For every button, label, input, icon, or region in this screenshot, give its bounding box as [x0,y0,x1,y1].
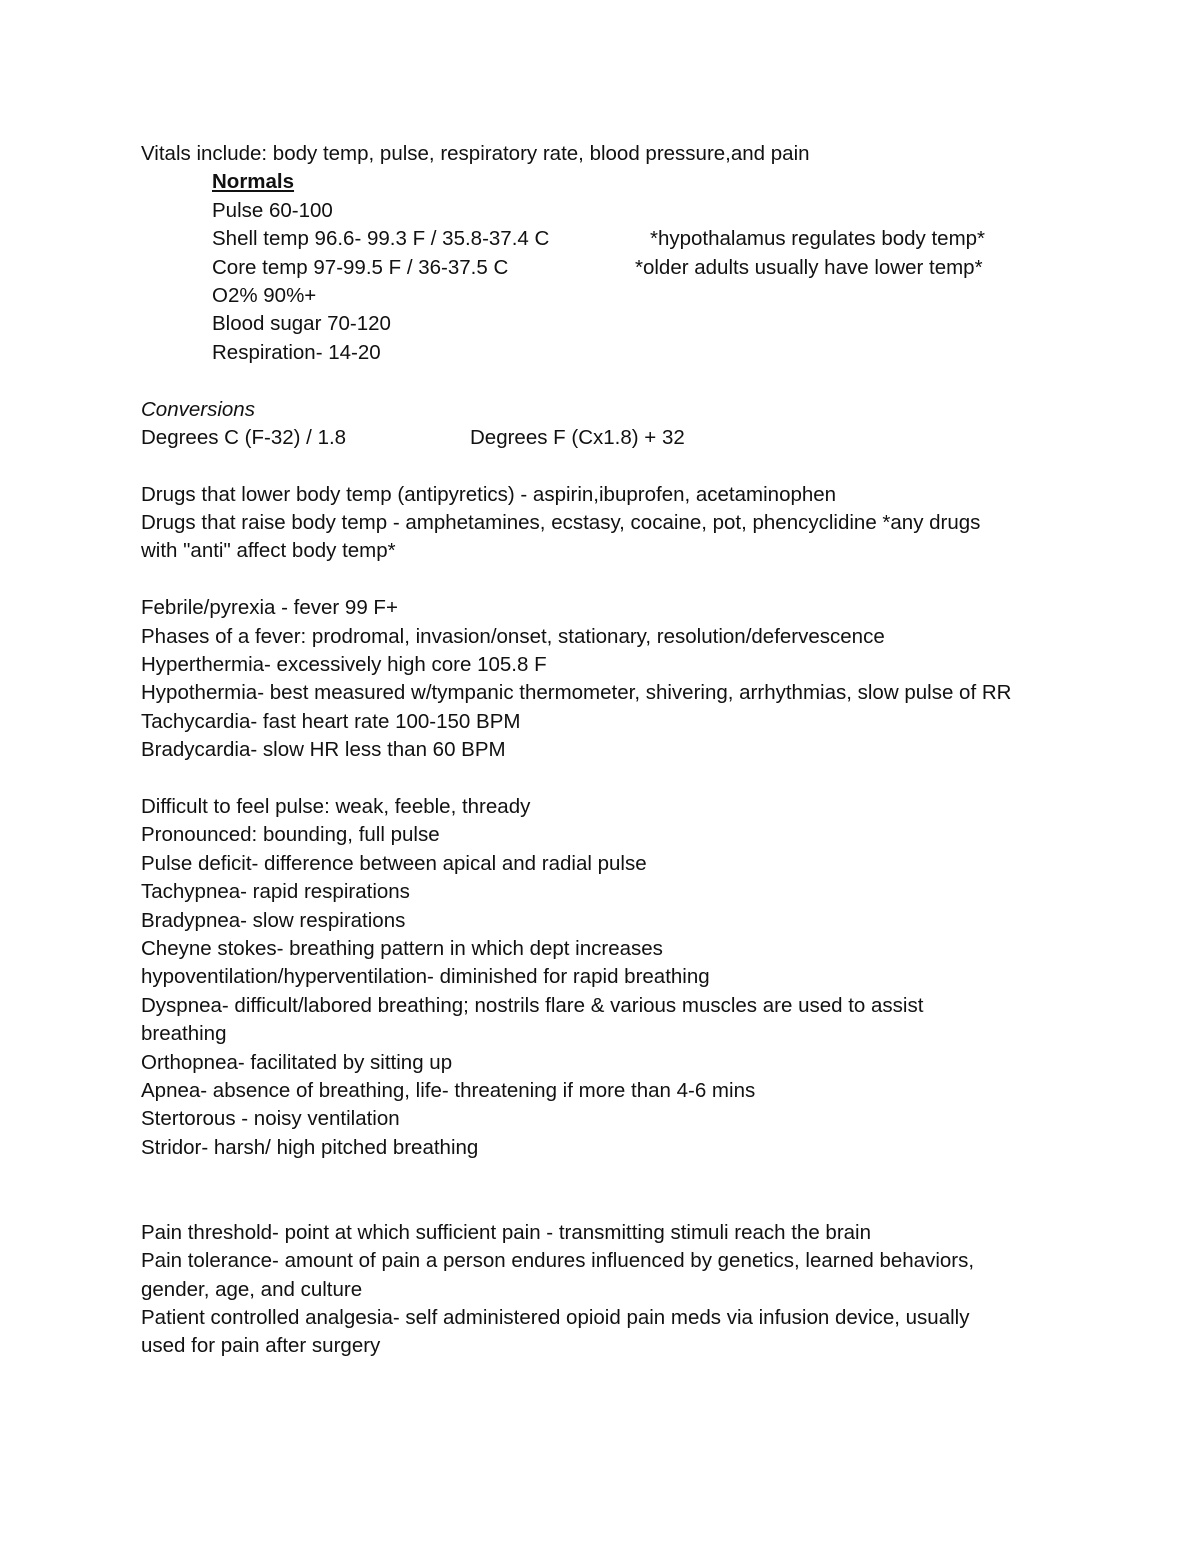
normal-core-temp: Core temp 97-99.5 F / 36-37.5 C [212,255,509,279]
conversion-to-f: Degrees F (Cx1.8) + 32 [470,425,685,449]
fever-section [141,594,1071,764]
conversion-to-c: Degrees C (F-32) / 1.8 [141,425,347,449]
list-item: Cheyne stokes- breathing pattern in which dept increases [141,936,663,960]
intro-line: Vitals include: body temp, pulse, respiratory rate, blood pressure,and pain [141,142,810,165]
list-item: Bradycardia- slow HR less than 60 BPM [141,738,506,762]
normal-shell-temp: Shell temp 96.6- 99.3 F / 35.8-37.4 C [212,227,550,251]
spacer [141,765,1071,793]
list-item: Pronounced: bounding, full pulse [141,823,440,847]
normal-blood-sugar: Blood sugar 70-120 [212,312,391,336]
conversions-heading: Conversions [141,397,255,421]
list-item: Tachycardia- fast heart rate 100-150 BPM [141,709,521,733]
spacer [141,566,1071,594]
breathing-section [141,793,1071,1162]
list-item: Febrile/pyrexia - fever 99 F+ [141,596,398,620]
normal-pulse: Pulse 60-100 [212,198,333,222]
spacer [141,452,1071,480]
pain-section [141,1219,1071,1361]
normal-core-temp-row [141,254,1071,282]
list-item: Patient controlled analgesia- self administered opioid pain meds via infusion device, usually [141,1306,970,1330]
list-item: used for pain after surgery [141,1334,381,1358]
spacer [141,367,1071,395]
list-item: Difficult to feel pulse: weak, feeble, thready [141,794,531,818]
normal-respiration: Respiration- 14-20 [212,340,381,364]
list-item: Hypothermia- best measured w/tympanic thermometer, shivering, arrhythmias, slow pulse of RR [141,681,1012,705]
list-item: hypoventilation/hyperventilation- diminished for rapid breathing [141,965,710,989]
normal-o2: O2% 90%+ [212,283,317,307]
list-item: Pain threshold- point at which sufficient pain - transmitting stimuli reach the brain [141,1220,872,1244]
drugs-lower: Drugs that lower body temp (antipyretics) - aspirin,ibuprofen, acetaminophen [141,482,837,506]
list-item: Tachypnea- rapid respirations [141,880,410,904]
list-item: breathing [141,1022,227,1046]
document-body [141,140,1071,1361]
normals-heading [141,168,1071,196]
spacer [141,1162,1071,1190]
list-item: Stertorous - noisy ventilation [141,1107,400,1131]
list-item: Apnea- absence of breathing, life- threatening if more than 4-6 mins [141,1078,756,1102]
spacer [141,1190,1071,1218]
list-item: Bradypnea- slow respirations [141,908,406,932]
list-item: Hyperthermia- excessively high core 105.8 F [141,653,547,677]
list-item: Orthopnea- facilitated by sitting up [141,1050,453,1074]
list-item: Phases of a fever: prodromal, invasion/onset, stationary, resolution/defervescence [141,624,885,648]
core-temp-note: *older adults usually have lower temp* [635,255,983,279]
conversions-row [141,424,1071,452]
normals-heading-text: Normals [212,170,295,194]
list-item: Stridor- harsh/ high pitched breathing [141,1135,479,1159]
drugs-raise-line-1: Drugs that raise body temp - amphetamines, ecstasy, cocaine, pot, phencyclidine *any drugs [141,511,981,535]
list-item: Pain tolerance- amount of pain a person endures influenced by genetics, learned behaviors, [141,1249,975,1273]
drugs-raise-line-2: with "anti" affect body temp* [141,539,396,563]
list-item: Dyspnea- difficult/labored breathing; nostrils flare & various muscles are used to assist [141,993,924,1017]
shell-temp-note: *hypothalamus regulates body temp* [650,227,986,251]
list-item: gender, age, and culture [141,1277,363,1301]
list-item: Pulse deficit- difference between apical and radial pulse [141,851,647,875]
normal-shell-temp-row [141,225,1071,253]
